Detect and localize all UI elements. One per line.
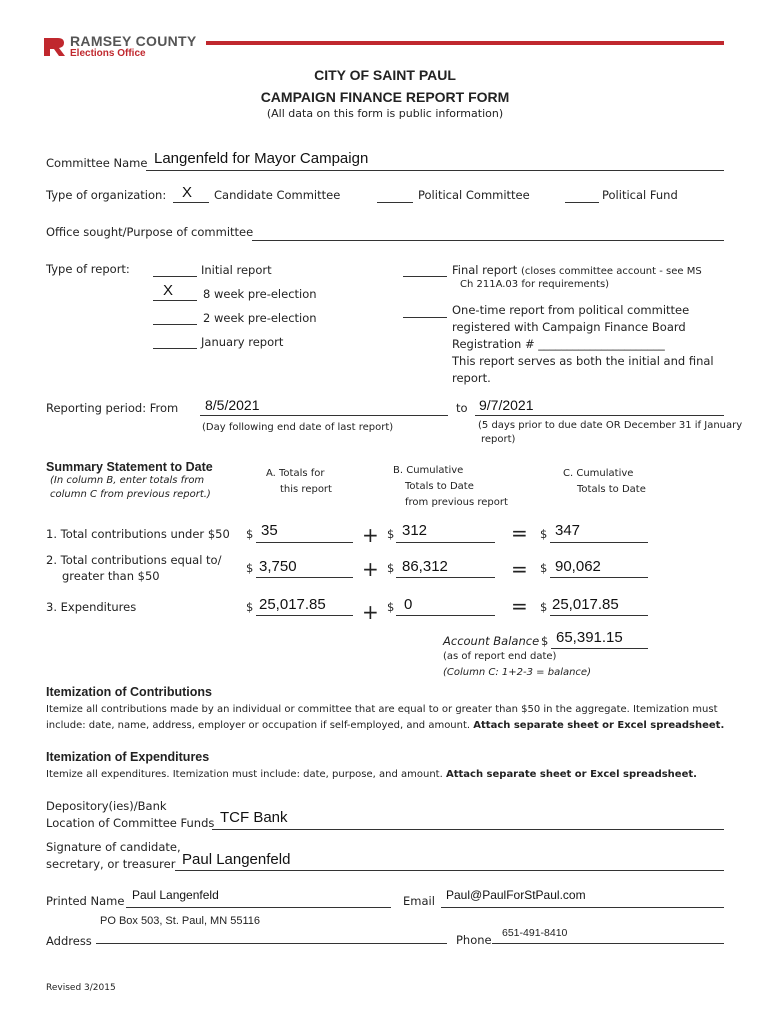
email-label: Email xyxy=(403,894,435,908)
eight-week-option: 8 week pre-election xyxy=(203,287,317,301)
final-report-option: Final report (closes committee account - see MS xyxy=(452,263,702,277)
political-fund-option: Political Fund xyxy=(602,188,678,202)
signature-label-2: secretary, or treasurer xyxy=(46,857,176,871)
printed-name-label: Printed Name xyxy=(46,894,125,908)
row2-equals: = xyxy=(511,557,528,581)
header-rule xyxy=(206,41,724,45)
onetime-text-2: registered with Campaign Finance Board xyxy=(452,320,686,334)
row1-label: 1. Total contributions under $50 xyxy=(46,527,230,541)
row2-plus: + xyxy=(362,557,379,581)
period-to-label: to xyxy=(456,401,468,415)
signature-label-1: Signature of candidate, xyxy=(46,840,181,854)
initial-report-checkbox[interactable] xyxy=(153,276,197,277)
onetime-text-1: One-time report from political committee xyxy=(452,303,690,317)
january-checkbox[interactable] xyxy=(153,348,197,349)
phone-label: Phone xyxy=(456,933,492,947)
period-from-field[interactable]: 8/5/2021 xyxy=(205,397,260,413)
printed-name-line xyxy=(126,907,391,908)
balance-note-1: (as of report end date) xyxy=(443,651,557,662)
email-line xyxy=(441,907,724,908)
printed-name-field[interactable]: Paul Langenfeld xyxy=(132,888,219,902)
reporting-period-label: Reporting period: From xyxy=(46,401,179,415)
row3-c-field[interactable]: 25,017.85 xyxy=(552,596,619,613)
contributions-text-2: include: date, name, address, employer or occupation if self-employed, and amount. Attach separate sheet or Excel spreadsheet. xyxy=(46,720,725,731)
account-balance-field[interactable]: 65,391.15 xyxy=(556,629,623,646)
candidate-committee-option: Candidate Committee xyxy=(214,188,341,202)
row1-a-line xyxy=(256,542,353,543)
bank-label-1: Depository(ies)/Bank xyxy=(46,799,167,813)
contributions-title: Itemization of Contributions xyxy=(46,685,212,699)
row2-label-1: 2. Total contributions equal to/ xyxy=(46,553,222,567)
row3-c-line xyxy=(550,615,648,616)
account-balance-label: Account Balance xyxy=(443,634,540,648)
org-name: RAMSEY COUNTY xyxy=(70,33,197,49)
committee-name-field[interactable]: Langenfeld for Mayor Campaign xyxy=(154,150,369,167)
row1-b-line xyxy=(396,542,495,543)
row3-plus: + xyxy=(362,600,379,624)
row1-a-dollar: $ xyxy=(246,527,254,541)
committee-name-label: Committee Name xyxy=(46,156,148,170)
row3-c-dollar: $ xyxy=(540,600,548,614)
period-from-line xyxy=(200,415,448,416)
org-subname: Elections Office xyxy=(70,48,146,59)
revised-date: Revised 3/2015 xyxy=(46,983,116,993)
col-c-header-1: C. Cumulative xyxy=(563,468,634,479)
period-to-note-2: report) xyxy=(481,434,516,445)
bank-field[interactable]: TCF Bank xyxy=(220,809,288,826)
january-option: January report xyxy=(201,335,284,349)
political-committee-option: Political Committee xyxy=(418,188,530,202)
two-week-option: 2 week pre-election xyxy=(203,311,317,325)
period-to-field[interactable]: 9/7/2021 xyxy=(479,397,534,413)
registration-number-field[interactable]: Registration # ______________________ xyxy=(452,337,665,351)
org-type-label: Type of organization: xyxy=(46,188,167,202)
committee-name-line xyxy=(146,170,724,171)
signature-field[interactable]: Paul Langenfeld xyxy=(182,851,291,868)
row2-a-field[interactable]: 3,750 xyxy=(259,558,297,575)
phone-field[interactable]: 651-491-8410 xyxy=(502,927,568,939)
onetime-report-checkbox[interactable] xyxy=(403,317,447,318)
final-report-checkbox[interactable] xyxy=(403,276,447,277)
signature-line xyxy=(175,870,724,871)
ramsey-county-logo-icon xyxy=(44,36,68,56)
phone-line xyxy=(492,943,724,944)
bank-label-2: Location of Committee Funds xyxy=(46,816,215,830)
eight-week-checkbox-line xyxy=(153,300,197,301)
expenditures-title: Itemization of Expenditures xyxy=(46,750,210,764)
row2-c-line xyxy=(550,577,648,578)
col-b-header-2: Totals to Date xyxy=(405,481,474,492)
col-a-header-2: this report xyxy=(280,484,332,495)
candidate-checkbox-line xyxy=(173,202,209,203)
row1-a-field[interactable]: 35 xyxy=(261,522,278,539)
row2-b-field[interactable]: 86,312 xyxy=(402,558,448,575)
period-from-note: (Day following end date of last report) xyxy=(202,422,394,433)
row3-b-field[interactable]: 0 xyxy=(404,596,413,613)
two-week-checkbox[interactable] xyxy=(153,324,197,325)
row2-a-dollar: $ xyxy=(246,561,254,575)
balance-note-2: (Column C: 1+2-3 = balance) xyxy=(443,667,591,678)
period-to-line xyxy=(475,415,724,416)
eight-week-mark[interactable]: X xyxy=(163,282,174,299)
col-c-header-2: Totals to Date xyxy=(577,484,646,495)
row3-a-field[interactable]: 25,017.85 xyxy=(259,596,326,613)
office-sought-field[interactable] xyxy=(252,240,724,241)
col-a-header-1: A. Totals for xyxy=(266,468,325,479)
candidate-committee-mark[interactable]: X xyxy=(182,184,193,201)
row3-a-line xyxy=(256,615,353,616)
bank-line xyxy=(212,829,724,830)
address-label: Address xyxy=(46,934,92,948)
row3-b-dollar: $ xyxy=(387,600,395,614)
email-field[interactable]: Paul@PaulForStPaul.com xyxy=(446,888,586,902)
summary-title: Summary Statement to Date xyxy=(46,460,213,474)
page-title-1: CITY OF SAINT PAUL xyxy=(314,67,456,83)
period-to-note-1: (5 days prior to due date OR December 31 if January xyxy=(478,420,743,431)
row3-equals: = xyxy=(511,594,528,618)
final-report-note: Ch 211A.03 for requirements) xyxy=(460,279,610,290)
row2-label-2: greater than $50 xyxy=(62,569,160,583)
row3-a-dollar: $ xyxy=(246,600,254,614)
row2-c-field[interactable]: 90,062 xyxy=(555,558,601,575)
row1-equals: = xyxy=(511,521,528,545)
political-committee-checkbox[interactable] xyxy=(377,202,413,203)
page-subtitle: (All data on this form is public information) xyxy=(266,107,504,120)
row1-b-field[interactable]: 312 xyxy=(402,522,428,539)
col-b-header-1: B. Cumulative xyxy=(393,465,464,476)
office-sought-label: Office sought/Purpose of committee xyxy=(46,225,254,239)
account-balance-line xyxy=(551,648,648,649)
row3-label: 3. Expenditures xyxy=(46,600,137,614)
row2-b-dollar: $ xyxy=(387,561,395,575)
summary-note-2: column C from previous report.) xyxy=(50,489,211,500)
address-field[interactable]: PO Box 503, St. Paul, MN 55116 xyxy=(100,915,260,927)
row2-a-line xyxy=(256,577,353,578)
report-type-label: Type of report: xyxy=(46,262,130,276)
row1-c-field[interactable]: 347 xyxy=(555,522,581,539)
row2-c-dollar: $ xyxy=(540,561,548,575)
political-fund-checkbox[interactable] xyxy=(565,202,599,203)
address-line xyxy=(96,943,447,944)
page-title-2: CAMPAIGN FINANCE REPORT FORM xyxy=(260,89,510,105)
row1-b-dollar: $ xyxy=(387,527,395,541)
onetime-text-4: This report serves as both the initial and final xyxy=(452,354,714,368)
row3-b-line xyxy=(396,615,495,616)
row1-plus: + xyxy=(362,523,379,547)
row1-c-line xyxy=(550,542,648,543)
initial-report-option: Initial report xyxy=(201,263,272,277)
account-balance-dollar: $ xyxy=(541,634,549,648)
col-b-header-3: from previous report xyxy=(405,497,508,508)
onetime-text-5: report. xyxy=(452,371,491,385)
contributions-text-1: Itemize all contributions made by an individual or committee that are equal to or greater than $50 in the aggregate. Itemization must xyxy=(46,704,718,715)
row2-b-line xyxy=(396,577,495,578)
expenditures-text: Itemize all expenditures. Itemization must include: date, purpose, and amount. Attach separate sheet or Excel spreadsheet. xyxy=(46,769,697,780)
row1-c-dollar: $ xyxy=(540,527,548,541)
summary-note-1: (In column B, enter totals from xyxy=(50,475,205,486)
